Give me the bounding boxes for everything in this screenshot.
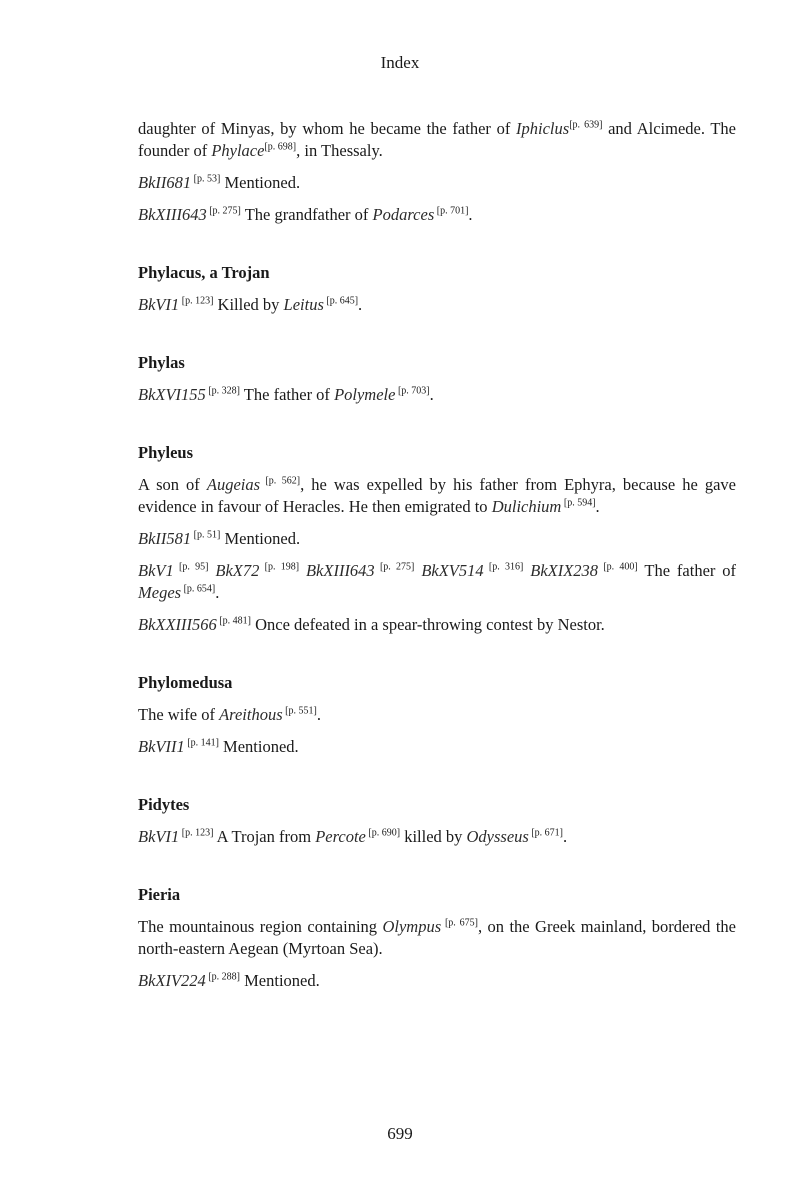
entry-text: The wife of [138,705,220,724]
page-reference: [p. 275] [374,561,415,573]
page-reference: [p. 198] [259,561,300,573]
entry-text: . [316,705,321,724]
cross-reference-link[interactable]: Areithous [219,705,283,724]
entry-text: The mountainous region containing [138,917,383,936]
page-reference: [p. 675] [441,917,478,929]
index-entry [138,794,736,848]
book-reference-link[interactable]: BkVII1 [138,737,185,756]
entry-paragraph [138,736,736,758]
page-number: 699 [387,1124,413,1143]
entry-heading: Phylacus, a Trojan [138,263,270,282]
page-reference: [p. 654] [181,583,216,595]
cross-reference-link[interactable]: Polymele [334,385,396,404]
entry-heading: Phyleus [138,443,194,462]
running-head-title: Index [380,53,420,72]
page-reference: [p. 698] [264,141,297,153]
cross-reference-link[interactable]: Phylace [211,141,265,160]
entry-paragraph [138,826,736,848]
page-reference: [p. 639] [569,119,603,131]
book-reference-link[interactable]: BkXXIII566 [138,615,217,634]
entry-paragraph [138,172,736,194]
entry-text: Mentioned. [239,971,320,990]
entry-paragraph [138,528,736,550]
entry-text: Killed by [213,295,284,314]
book-reference-link[interactable]: BkXIII643 [138,205,207,224]
entry-paragraph [138,474,736,518]
cross-reference-link[interactable]: Meges [138,583,182,602]
page-reference: [p. 671] [528,827,564,839]
entry-text: The grandfather of [240,205,373,224]
index-content [138,118,736,1028]
page-reference: [p. 703] [395,385,430,397]
page-reference: [p. 95] [173,561,209,573]
book-reference-link[interactable]: BkV1 [138,561,174,580]
entry-text: The father of [637,561,737,580]
entry-text: A Trojan from [213,827,316,846]
index-entry [138,672,736,758]
index-entry [138,884,736,992]
entry-text: The father of [239,385,335,404]
book-reference-link[interactable]: BkVI1 [138,295,180,314]
entry-text: Once defeated in a spear-throwing contest by Nestor. [250,615,605,634]
entry-text: and Alcimede. The founder of [138,119,737,160]
entry-heading: Pieria [138,885,181,904]
index-entry [138,442,736,636]
entry-paragraph [138,384,736,406]
page-reference: [p. 594] [561,497,596,509]
page-reference: [p. 328] [205,385,240,397]
entry-paragraph [138,118,736,162]
page-reference: [p. 481] [216,615,251,627]
cross-reference-link[interactable]: Odysseus [466,827,529,846]
page-reference: [p. 551] [282,705,317,717]
entry-text: Mentioned. [220,173,301,192]
page-reference: [p. 123] [179,827,214,839]
entry-paragraph [138,916,736,960]
book-reference-link[interactable]: BkXV514 [421,561,484,580]
page-reference: [p. 701] [434,205,469,217]
entry-heading: Phylas [138,353,185,372]
book-reference-link[interactable]: BkX72 [215,561,260,580]
cross-reference-link[interactable]: Podarces [372,205,435,224]
cross-reference-link[interactable]: Dulichium [491,497,562,516]
index-entry [138,118,736,226]
book-reference-link[interactable]: BkXIV224 [138,971,206,990]
book-reference-link[interactable]: BkII581 [138,529,192,548]
entry-text: . [563,827,568,846]
page-reference: [p. 53] [191,173,221,185]
entry-paragraph [138,970,736,992]
page-reference: [p. 288] [205,971,240,983]
book-reference-link[interactable]: BkXVI155 [138,385,206,404]
book-reference-link[interactable]: BkXIII643 [305,561,375,580]
entry-text: , in Thessaly. [296,141,383,160]
cross-reference-link[interactable]: Iphiclus [516,119,570,138]
entry-text: , he was expelled by his father from Ephyra, because he gave evidence in favour of Heracles. He then emigrated to [138,475,736,516]
entry-text: daughter of Minyas, by whom he became the father of [138,119,517,138]
entry-text: . [215,583,220,602]
cross-reference-link[interactable]: Percote [315,827,366,846]
entry-text: Mentioned. [220,529,301,548]
page-reference: [p. 690] [365,827,401,839]
cross-reference-link[interactable]: Augeias [206,475,261,494]
entry-paragraph [138,204,736,226]
page-reference: [p. 400] [598,561,638,573]
entry-text: A son of [138,475,207,494]
page-reference: [p. 645] [323,295,359,307]
entry-text: killed by [400,827,467,846]
entry-heading: Pidytes [138,795,190,814]
page-reference: [p. 51] [191,529,221,541]
entry-paragraph [138,560,736,604]
book-reference-link[interactable]: BkVI1 [138,827,180,846]
index-entry [138,262,736,316]
page-reference: [p. 316] [483,561,524,573]
entry-paragraph [138,614,736,636]
page-reference: [p. 141] [184,737,219,749]
page-reference: [p. 562] [260,475,301,487]
book-reference-link[interactable]: BkXIX238 [530,561,599,580]
entry-text: , on the Greek mainland, bordered the north-eastern Aegean (Myrtoan Sea). [138,917,736,958]
entry-text: Mentioned. [218,737,299,756]
entry-text: . [429,385,434,404]
cross-reference-link[interactable]: Olympus [382,917,442,936]
entry-paragraph [138,704,736,726]
index-entry [138,352,736,406]
page-reference: [p. 123] [179,295,214,307]
entry-text: . [358,295,363,314]
cross-reference-link[interactable]: Leitus [283,295,324,314]
entry-paragraph [138,294,736,316]
book-reference-link[interactable]: BkII681 [138,173,192,192]
entry-text: . [468,205,473,224]
page-reference: [p. 275] [206,205,241,217]
entry-heading: Phylomedusa [138,673,233,692]
entry-text: . [595,497,600,516]
entry-text [299,561,306,580]
